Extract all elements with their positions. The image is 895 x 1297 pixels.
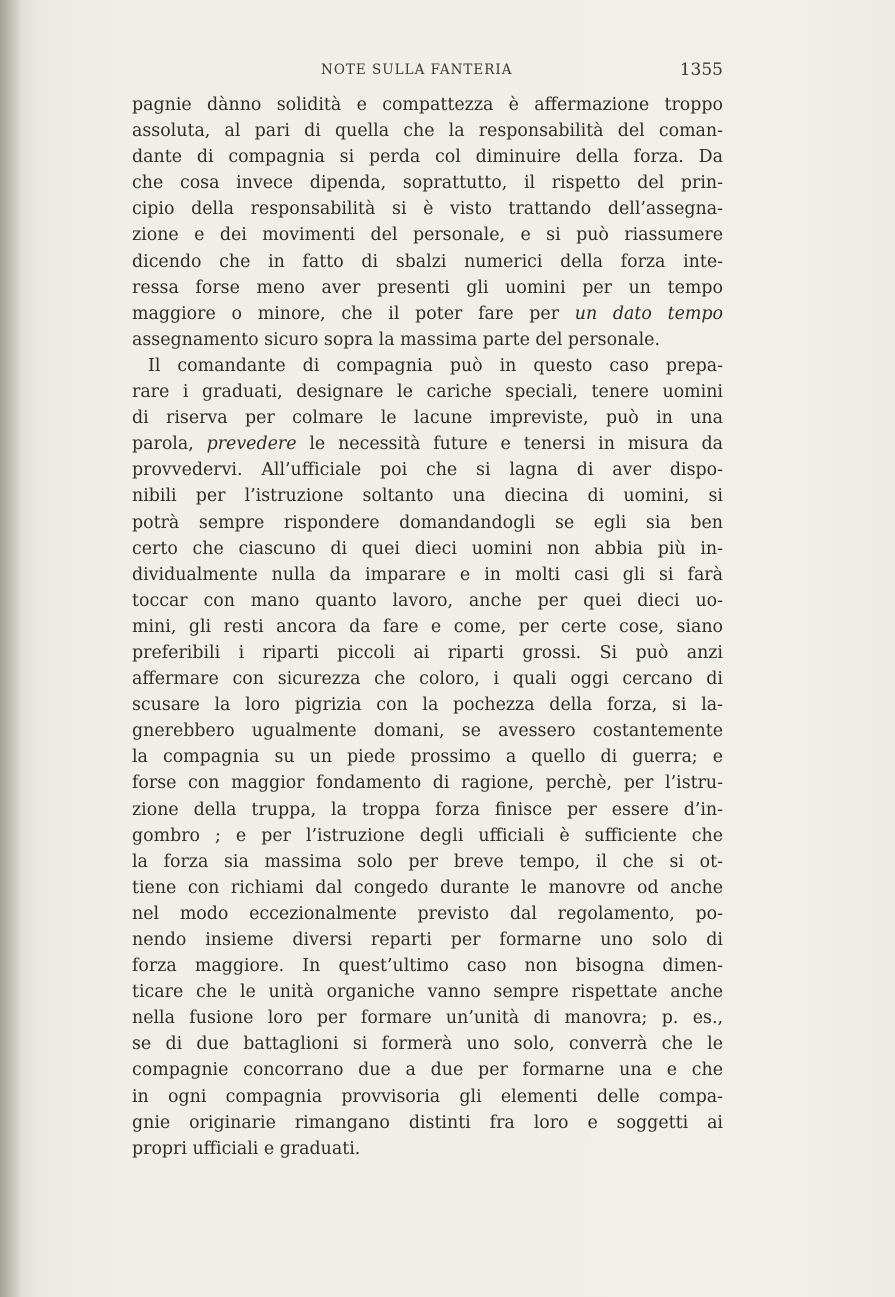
text-segment: nel modo eccezionalmente previsto dal regolamento, po- [132, 903, 723, 924]
text-line [132, 1057, 723, 1083]
text-segment: se di due battaglioni si formerà uno solo, converrà che le [132, 1034, 723, 1055]
text-segment: tiene con richiami dal congedo durante le manovre od anche [132, 877, 723, 898]
italic-text: un dato tempo [574, 303, 723, 324]
text-segment: che cosa invece dipenda, soprattutto, il rispetto del prin- [132, 173, 723, 194]
text-line [132, 901, 723, 927]
text-line [132, 718, 723, 744]
text-segment: nendo insieme diversi reparti per formarne uno solo di [132, 930, 723, 950]
text-segment: in ogni compagnia provvisoria gli elementi delle compa- [132, 1086, 723, 1107]
text-segment: rare i graduati, designare le cariche speciali, tenere uomini [132, 382, 723, 403]
text-line [132, 379, 723, 405]
text-segment: parola, [132, 434, 207, 455]
page-number: 1355 [679, 60, 723, 80]
text-line [132, 510, 723, 536]
text-segment: potrà sempre rispondere domandandogli se egli sia ben [132, 512, 723, 533]
text-segment: assoluta, al pari di quella che la responsabilità del coman- [132, 121, 723, 142]
text-line [132, 770, 723, 796]
text-line [132, 1031, 723, 1057]
text-segment: pagnie dànno solidità e compattezza è affermazione troppo [132, 95, 723, 115]
text-line [132, 431, 723, 457]
text-segment: maggiore o minore, che il poter fare per [132, 303, 575, 324]
text-segment: scusare la loro pigrizia con la pochezza della forza, si la- [132, 695, 723, 716]
text-line [132, 118, 723, 144]
text-line [132, 797, 723, 823]
text-line [132, 666, 723, 692]
text-segment: provvedervi. All’ufficiale poi che si lagna di aver dispo- [132, 460, 723, 481]
text-line [132, 170, 723, 196]
text-segment: la forza sia massima solo per breve tempo, il che si ot- [132, 851, 723, 872]
text-segment: gombro ; e per l’istruzione degli ufficiali è sufficiente che [132, 825, 723, 846]
text-line [132, 327, 723, 353]
text-line [132, 249, 723, 275]
text-segment: di riserva per colmare le lacune impreviste, può in una [132, 408, 723, 429]
text-line [132, 849, 723, 875]
text-line [132, 405, 723, 431]
text-segment: nibili per l’istruzione soltanto una diecina di uomini, si [132, 486, 723, 507]
text-line [132, 536, 723, 562]
text-segment: compagnie concorrano due a due per formarne una e che [132, 1060, 723, 1081]
text-segment: dicendo che in fatto di sbalzi numerici della forza inte- [132, 251, 723, 272]
text-line [132, 614, 723, 640]
text-line [132, 222, 723, 248]
text-segment: Il comandante di compagnia può in questo caso prepa- [148, 355, 723, 376]
text-segment: preferibili i riparti piccoli ai riparti grossi. Si può anzi [132, 642, 723, 663]
text-line [132, 1005, 723, 1031]
text-line [132, 692, 723, 718]
text-segment: dividualmente nulla da imparare e in molti casi gli si farà [132, 564, 723, 585]
text-segment: forza maggiore. In quest’ultimo caso non bisogna dimen- [132, 956, 723, 977]
text-segment: certo che ciascuno di quei dieci uomini non abbia più in- [132, 538, 723, 559]
text-segment: cipio della responsabilità si è visto trattando dell’assegna- [132, 199, 723, 220]
text-segment: forse con maggior fondamento di ragione, perchè, per l’istru- [132, 773, 723, 794]
text-line [132, 823, 723, 849]
text-line [132, 953, 723, 979]
text-segment: zione della truppa, la troppa forza finisce per essere d’in- [132, 799, 723, 820]
text-line [132, 483, 723, 509]
text-line [132, 744, 723, 770]
text-segment: le necessità future e tenersi in misura da [296, 434, 723, 455]
text-segment: propri ufficiali e graduati. [132, 1138, 361, 1159]
text-line [132, 927, 723, 953]
text-segment: nella fusione loro per formare un’unità di manovra; p. es., [132, 1008, 723, 1029]
running-title: NOTE SULLA FANTERIA [321, 62, 513, 78]
text-segment: affermare con sicurezza che coloro, i quali oggi cercano di [132, 669, 723, 690]
text-line [132, 353, 723, 379]
text-segment: la compagnia su un piede prossimo a quello di guerra; e [132, 747, 723, 768]
text-line [132, 301, 723, 327]
text-segment: dante di compagnia si perda col diminuire della forza. Da [132, 147, 723, 168]
text-segment: ticare che le unità organiche vanno sempre rispettate anche [132, 982, 723, 1003]
text-line [132, 588, 723, 614]
text-line [132, 275, 723, 301]
text-line [132, 457, 723, 483]
text-line [132, 640, 723, 666]
text-line [132, 1110, 723, 1136]
text-segment: zione e dei movimenti del personale, e si può riassumere [132, 225, 723, 246]
text-line [132, 1084, 723, 1110]
text-segment: mini, gli resti ancora da fare e come, per certe cose, siano [132, 616, 723, 637]
text-segment: gnie originarie rimangano distinti fra loro e soggetti ai [132, 1112, 723, 1133]
text-segment: gnerebbero ugualmente domani, se avessero costantemente [132, 721, 723, 742]
text-line [132, 875, 723, 901]
text-segment: toccar con mano quanto lavoro, anche per quei dieci uo- [132, 590, 723, 611]
body-text [132, 92, 723, 1162]
text-segment: assegnamento sicuro sopra la massima parte del personale. [132, 329, 660, 350]
italic-text: prevedere [206, 434, 297, 455]
text-line [132, 1136, 723, 1162]
text-line [132, 92, 723, 118]
text-segment: ressa forse meno aver presenti gli uomini per un tempo [132, 277, 723, 298]
binding-gutter-shadow [0, 0, 22, 1297]
text-line [132, 979, 723, 1005]
page-header [132, 62, 723, 86]
text-line [132, 562, 723, 588]
text-line [132, 144, 723, 170]
text-line [132, 196, 723, 222]
